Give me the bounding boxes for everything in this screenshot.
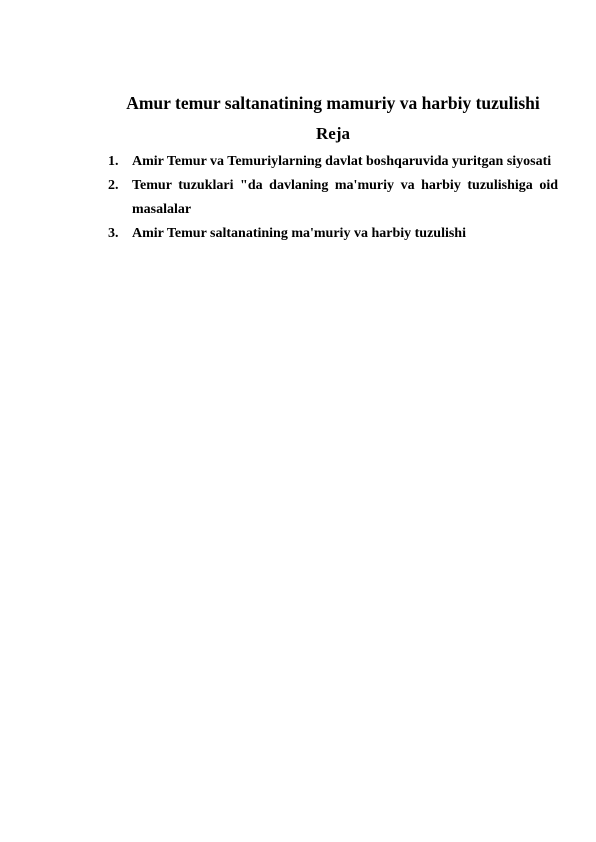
- plan-item-1: [108, 150, 558, 174]
- plan-item-number: 3.: [108, 226, 119, 241]
- document-subtitle: Reja: [316, 124, 350, 143]
- plan-list: [108, 150, 558, 246]
- plan-item-text: Amir Temur va Temuriylarning davlat boshqaruvida yuritgan siyosati: [132, 154, 552, 169]
- plan-item-number: 2.: [108, 178, 119, 193]
- plan-item-3: [108, 222, 558, 246]
- document-title: Amur temur saltanatining mamuriy va harbiy tuzulishi: [126, 93, 540, 113]
- plan-item-2: [108, 174, 558, 222]
- plan-item-number: 1.: [108, 154, 119, 169]
- plan-item-text: Amir Temur saltanatining ma'muriy va harbiy tuzulishi: [132, 226, 466, 241]
- plan-item-text: Temur tuzuklari "da davlaning ma'muriy va harbiy tuzulishiga oid masalalar: [132, 178, 558, 217]
